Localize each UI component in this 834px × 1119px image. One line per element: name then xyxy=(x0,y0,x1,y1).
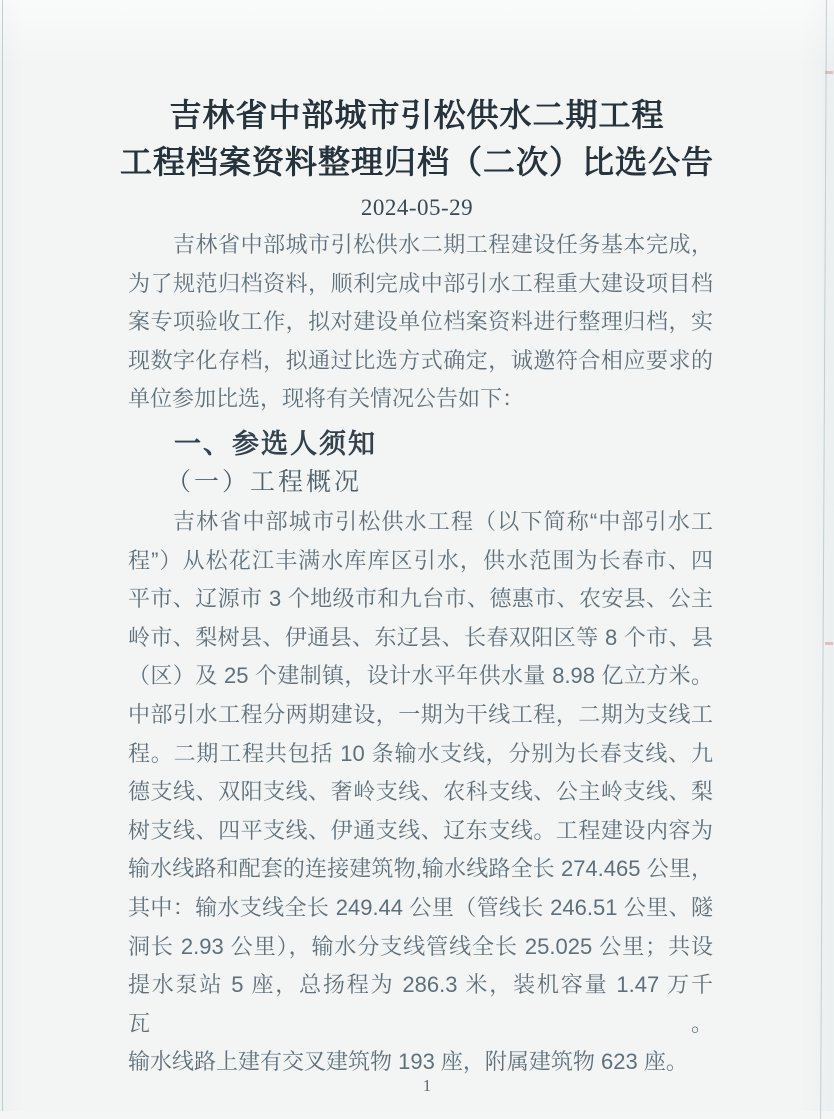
document-date: 2024-05-29 xyxy=(0,191,834,225)
paragraph-line: 输水线路和配套的连接建筑物,输水线路全长 274.465 公里， xyxy=(128,850,713,889)
document-title-line-1: 吉林省中部城市引松供水二期工程 xyxy=(0,92,834,139)
page-number: 1 xyxy=(0,1076,834,1096)
paragraph-line: 中部引水工程分两期建设，一期为干线工程，二期为支线工 xyxy=(128,696,713,735)
paragraph-intro xyxy=(128,226,713,419)
paragraph-line: 单位参加比选，现将有关情况公告如下： xyxy=(128,380,713,419)
subsection-heading-project-overview: （一）工程概况 xyxy=(128,463,713,501)
paragraph-line: 案专项验收工作，拟对建设单位档案资料进行整理归档，实 xyxy=(128,303,713,342)
paragraph-line: 为了规范归档资料，顺利完成中部引水工程重大建设项目档 xyxy=(128,265,713,304)
scan-mark xyxy=(825,642,833,645)
paragraph-line: 现数字化存档，拟通过比选方式确定，诚邀符合相应要求的 xyxy=(128,342,713,381)
paragraph-line: 岭市、梨树县、伊通县、东辽县、长春双阳区等 8 个市、县 xyxy=(128,619,713,658)
paragraph-line: 吉林省中部城市引松供水二期工程建设任务基本完成， xyxy=(128,226,713,265)
paragraph-line: 其中：输水支线全长 249.44 公里（管线长 246.51 公里、隧 xyxy=(128,889,713,928)
scan-mark xyxy=(825,71,833,74)
paragraph-line: 程。二期工程共包括 10 条输水支线，分别为长春支线、九 xyxy=(128,735,713,774)
paragraph-line: 洞长 2.93 公里），输水分支线管线全长 25.025 公里；共设 xyxy=(128,928,713,967)
paragraph-line: 德支线、双阳支线、奢岭支线、农科支线、公主岭支线、梨 xyxy=(128,773,713,812)
paragraph-line: 程”）从松花江丰满水库库区引水，供水范围为长春市、四 xyxy=(128,542,713,581)
paragraph-project-overview xyxy=(128,503,713,1082)
paragraph-line: 提水泵站 5 座，总扬程为 286.3 米，装机容量 1.47 万千瓦。 xyxy=(128,966,713,1043)
paragraph-line: 吉林省中部城市引松供水工程（以下简称“中部引水工 xyxy=(128,503,713,542)
paragraph-line: （区）及 25 个建制镇，设计水平年供水量 8.98 亿立方米。 xyxy=(128,657,713,696)
paragraph-line: 平市、辽源市 3 个地级市和九台市、德惠市、农安县、公主 xyxy=(128,580,713,619)
section-heading-participants-notice: 一、参选人须知 xyxy=(128,424,713,464)
document-title xyxy=(0,92,834,186)
document-title-line-2: 工程档案资料整理归档（二次）比选公告 xyxy=(0,139,834,186)
paragraph-line: 树支线、四平支线、伊通支线、辽东支线。工程建设内容为 xyxy=(128,812,713,851)
paragraph-line: 输水线路上建有交叉建筑物 193 座，附属建筑物 623 座。 xyxy=(128,1043,713,1082)
